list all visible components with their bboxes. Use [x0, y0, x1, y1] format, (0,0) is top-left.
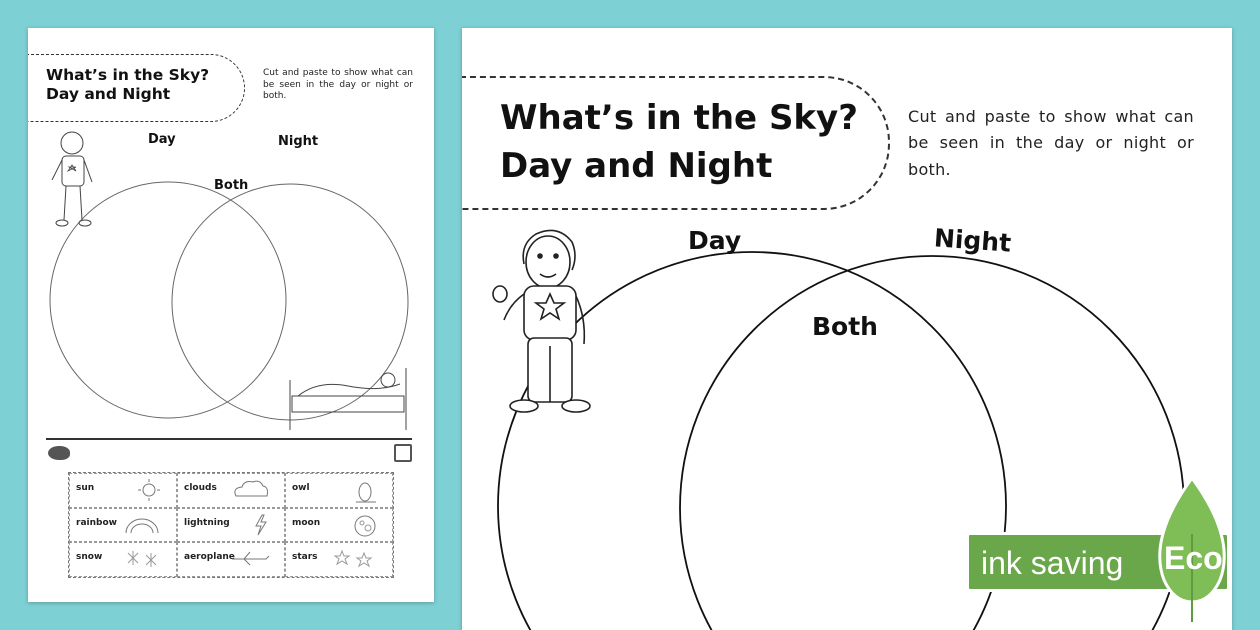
cutout-cell: [177, 473, 285, 508]
ink-saving-text: ink saving: [981, 545, 1124, 581]
label-both: Both: [812, 312, 878, 341]
clouds-icon: [230, 478, 270, 502]
bed-illustration: [290, 368, 406, 430]
title-line-1: What’s in the Sky?: [500, 98, 858, 138]
cutout-label: stars: [292, 552, 318, 563]
boy-illustration: [493, 230, 590, 412]
day-circle: [50, 182, 286, 418]
cutout-label: owl: [292, 483, 310, 493]
aeroplane-icon: [230, 547, 270, 567]
cutout-cell: [69, 508, 177, 543]
footer-mark-icon: [394, 444, 412, 462]
title-line-1: What’s in the Sky?: [46, 66, 210, 84]
moon-icon: [352, 513, 378, 539]
cutout-label: lightning: [184, 517, 230, 528]
footer-divider: [46, 438, 412, 440]
cutout-label: snow: [76, 552, 103, 563]
title-line-2: Day and Night: [500, 146, 773, 187]
label-both: Both: [214, 178, 249, 193]
cutout-cell: [285, 542, 393, 577]
label-night: Night: [278, 134, 319, 149]
cutout-label: aeroplane: [184, 552, 235, 563]
publisher-logo: [48, 446, 70, 460]
label-day: Day: [688, 226, 742, 255]
label-day: Day: [148, 132, 176, 147]
cutout-cell: [69, 542, 177, 577]
cutout-cell: [285, 473, 393, 508]
eco-text: Eco: [1164, 540, 1223, 576]
instructions-text: Cut and paste to show what can be seen in the day or night or both.: [908, 107, 1194, 179]
label-night: Night: [933, 223, 1013, 258]
cutout-cell: [285, 508, 393, 543]
worksheet-preview-small: [28, 28, 434, 602]
cutout-cell: [69, 473, 177, 508]
sun-icon: [136, 478, 162, 502]
cutout-label: sun: [76, 483, 95, 493]
ink-saving-eco-badge: [966, 530, 1246, 594]
cutout-label: moon: [292, 517, 321, 528]
cutout-label: rainbow: [76, 517, 117, 528]
boy-illustration: [52, 132, 92, 226]
cutout-label: clouds: [184, 483, 217, 493]
cutout-cell: [177, 508, 285, 543]
cutout-grid: [68, 472, 394, 578]
stars-icon: [334, 547, 378, 571]
rainbow-icon: [122, 513, 162, 537]
snowflake-icon: [122, 547, 162, 571]
instructions-text: Cut and paste to show what can be seen in the day or night or both.: [263, 68, 413, 102]
lightning-icon: [250, 513, 270, 537]
cutout-cell: [177, 542, 285, 577]
owl-icon: [352, 478, 378, 504]
title-line-2: Day and Night: [46, 85, 171, 104]
